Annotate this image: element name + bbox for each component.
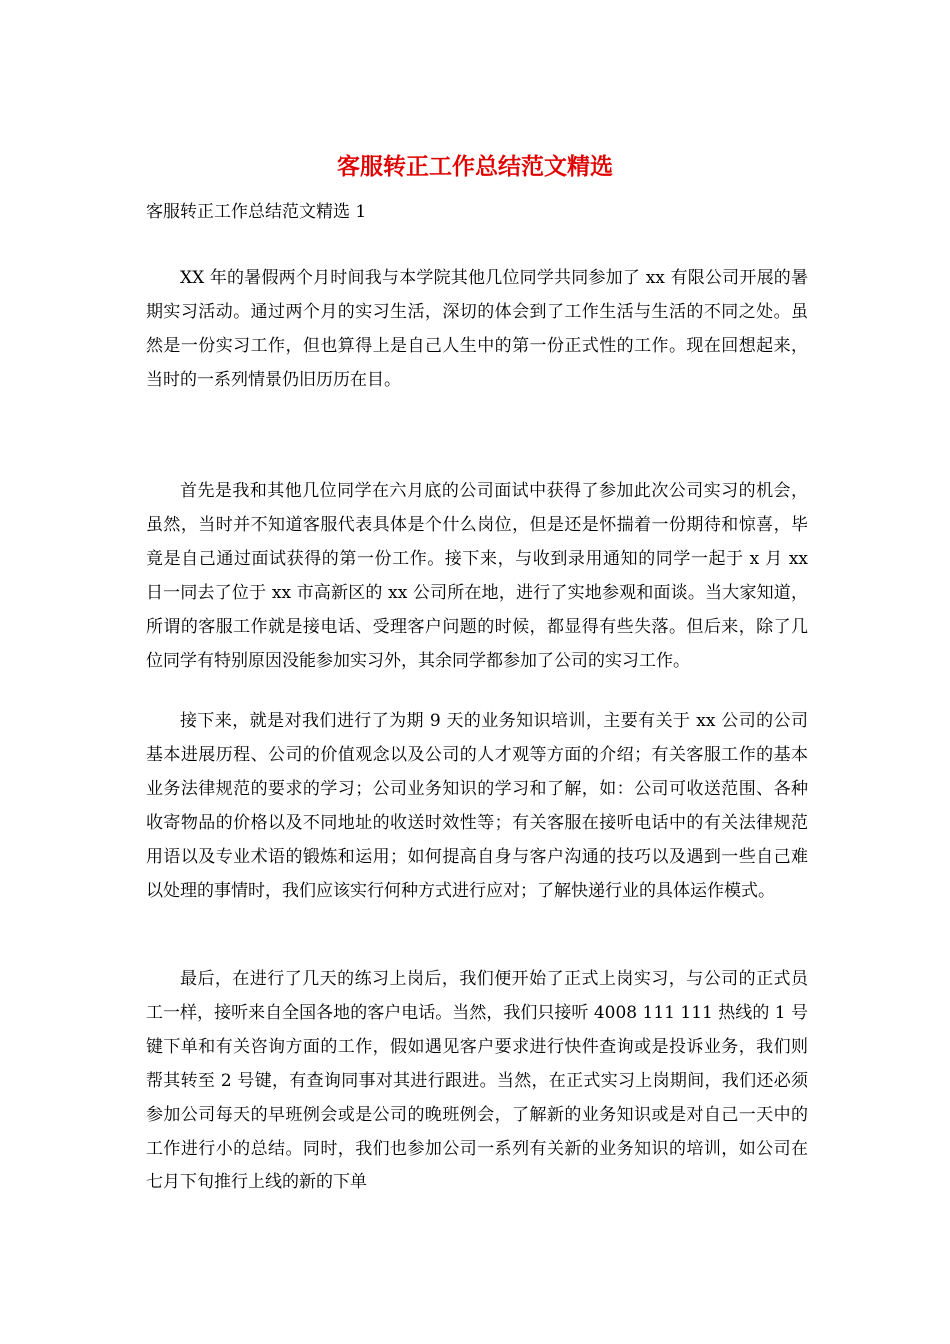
paragraph-2: 首先是我和其他几位同学在六月底的公司面试中获得了参加此次公司实习的机会，虽然，当时并不知道客服代表具体是个什么岗位，但是还是怀揣着一份期待和惊喜，毕竟是自己通过面试获得的第一份工作。接下来，与收到录用通知的同学一起于 x 月 xx 日一同去了位于 xx 市高新区的 xx 公司所在地，进行了实地参观和面谈。当大家知道，所谓的客服工作就是接电话、受理客户问题的时候，都显得有些失落。但后来，除了几位同学有特别原因没能参加实习外，其余同学都参加了公司的实习工作。: [146, 481, 808, 671]
paragraph-3: 接下来，就是对我们进行了为期 9 天的业务知识培训，主要有关于 xx 公司的公司基本进展历程、公司的价值观念以及公司的人才观等方面的介绍；有关客服工作的基本业务法律规范的要求的学习；公司业务知识的学习和了解，如：公司可收送范围、各种收寄物品的价格以及不同地址的收送时效性等；有关客服在接听电话中的有关法律规范用语以及专业术语的锻炼和运用；如何提高自身与客户沟通的技巧以及遇到一些自己难以处理的事情时，我们应该实行何种方式进行应对；了解快递行业的具体运作模式。: [146, 711, 808, 901]
paragraph-4: 最后，在进行了几天的练习上岗后，我们便开始了正式上岗实习，与公司的正式员工一样，接听来自全国各地的客户电话。当然，我们只接听 4008 111 111 热线的 1 号键下单和有关咨询方面的工作，假如遇见客户要求进行快件查询或是投诉业务，我们则帮其转至 2 号键，有查询同事对其进行跟进。当然，在正式实习上岗期间，我们还必须参加公司每天的早班例会或是公司的晚班例会，了解新的业务知识或是对自己一天中的工作进行小的总结。同时，我们也参加公司一系列有关新的业务知识的培训，如公司在七月下旬推行上线的新的下单: [146, 969, 808, 1193]
section-heading: 客服转正工作总结范文精选 1: [146, 202, 367, 222]
document-title: 客服转正工作总结范文精选: [337, 153, 613, 180]
paragraph-1: XX 年的暑假两个月时间我与本学院其他几位同学共同参加了 xx 有限公司开展的暑期实习活动。通过两个月的实习生活，深切的体会到了工作生活与生活的不同之处。虽然是一份实习工作，但也算得上是自己人生中的第一份正式性的工作。现在回想起来，当时的一系列情景仍旧历历在目。: [146, 268, 808, 390]
